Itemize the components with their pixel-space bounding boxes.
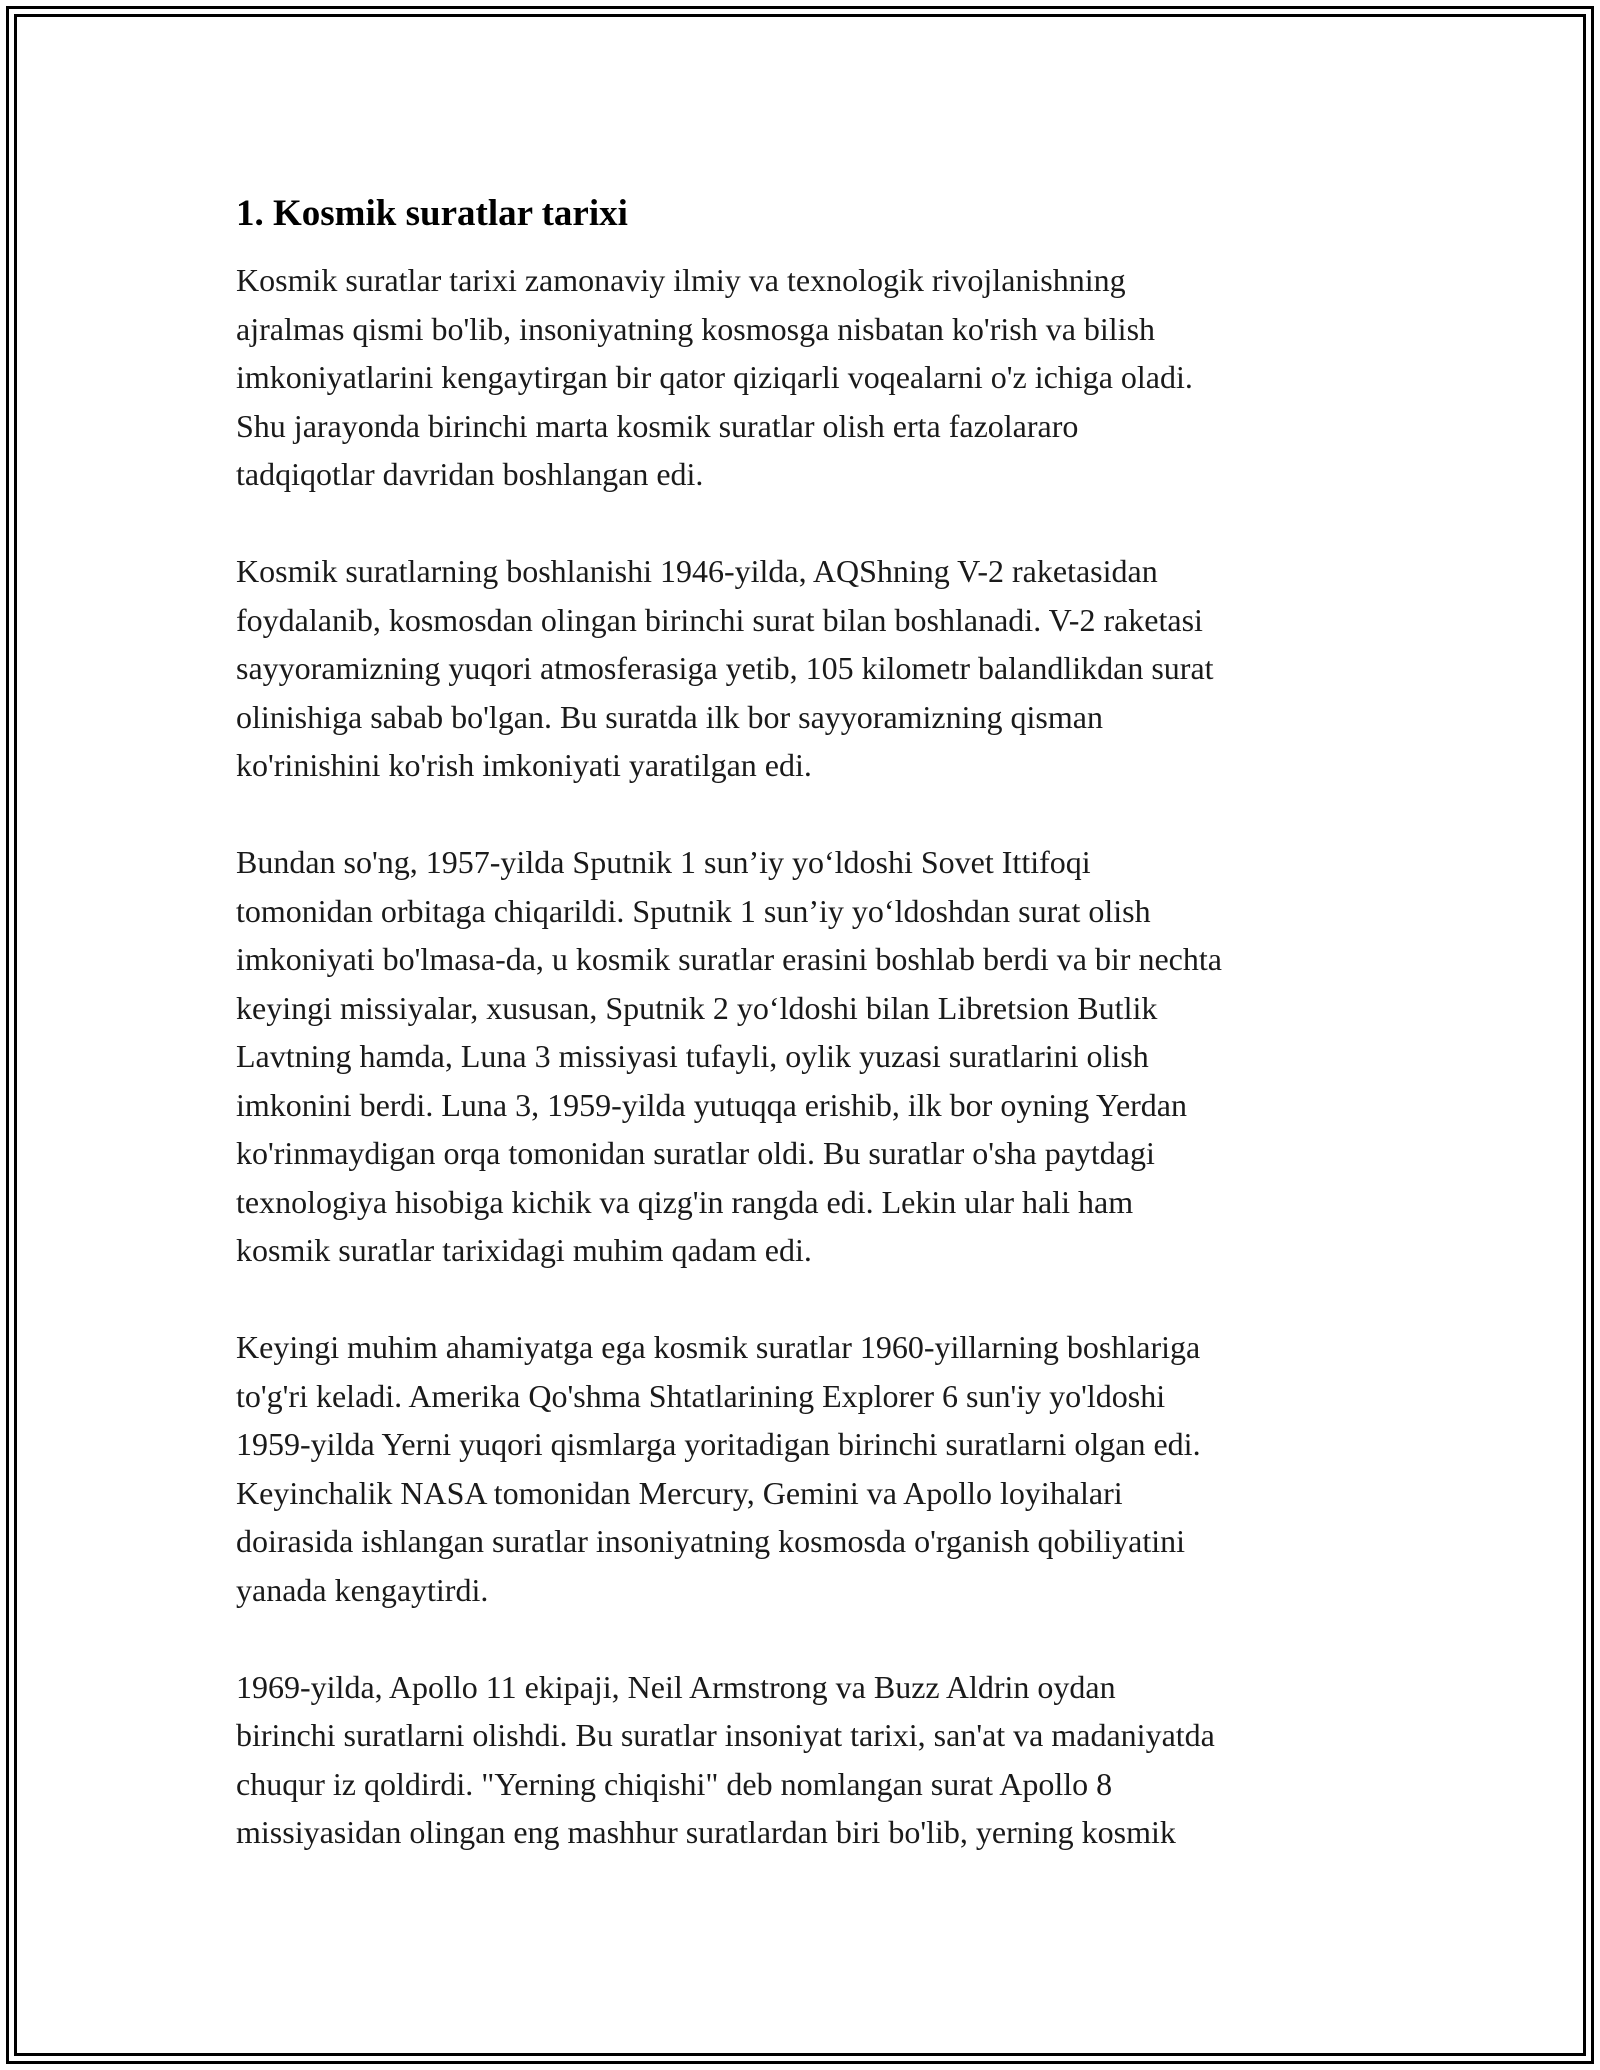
paragraph-5: 1969-yilda, Apollo 11 ekipaji, Neil Armstrong va Buzz Aldrin oydan birinchi suratlarni olishdi. Bu suratlar insoniyat tarixi, san'at va madaniyatda chuqur iz qoldirdi. "Yerning chiqishi" deb nomlangan surat Apollo 8 missiyasidan olingan eng mashhur suratlardan biri bo'lib, yerning kosmik — [236, 1668, 1215, 1850]
paragraph-4: Keyingi muhim ahamiyatga ega kosmik suratlar 1960-yillarning boshlariga to'g'ri keladi. Amerika Qo'shma Shtatlarining Explorer 6 sun'iy yo'ldoshi 1959-yilda Yerni yuqori qismlarga yoritadigan birinchi suratlarni olgan edi. Keyinchalik NASA tomonidan Mercury, Gemini va Apollo loyihalari doirasida ishlangan suratlar insoniyatning kosmosda o'rganish qobiliyatini yanada kengaytirdi. — [236, 1329, 1201, 1608]
paragraph-2: Kosmik suratlarning boshlanishi 1946-yilda, AQShning V-2 raketasidan foydalanib, kosmosdan olingan birinchi surat bilan boshlanadi. V-2 raketasi sayyoramizning yuqori atmosferasiga yetib, 105 kilometr balandlikdan surat olinishiga sabab bo'lgan. Bu suratda ilk bor sayyoramizning qisman ko'rinishini ko'rish imkoniyati yaratilgan edi. — [236, 553, 1214, 783]
paragraph-3: Bundan so'ng, 1957-yilda Sputnik 1 sun’iy yo‘ldoshi Sovet Ittifoqi tomonidan orbitaga chiqarildi. Sputnik 1 sun’iy yo‘ldoshdan surat olish imkoniyati bo'lmasa-da, u kosmik suratlar erasini boshlab berdi va bir nechta keyingi missiyalar, xususan, Sputnik 2 yo‘ldoshi bilan Libretsion Butlik Lavtning hamda, Luna 3 missiyasi tufayli, oylik yuzasi suratlarini olish imkonini berdi. Luna 3, 1959-yilda yutuqqa erishib, ilk bor oyning Yerdan ko'rinmaydigan orqa tomonidan suratlar oldi. Bu suratlar o'sha paytdagi texnologiya hisobiga kichik va qizg'in rangda edi. Lekin ular hali ham kosmik suratlar tarixidagi muhim qadam edi. — [236, 844, 1222, 1268]
document-body — [236, 186, 1396, 1905]
paragraph-1: Kosmik suratlar tarixi zamonaviy ilmiy va texnologik rivojlanishning ajralmas qismi bo'lib, insoniyatning kosmosga nisbatan ko'rish va bilish imkoniyatlarini kengaytirgan bir qator qiziqarli voqealarni o'z ichiga oladi. Shu jarayonda birinchi marta kosmik suratlar olish erta fazolararo tadqiqotlar davridan boshlangan edi. — [236, 262, 1193, 492]
section-heading: 1. Kosmik suratlar tarixi — [236, 193, 628, 234]
